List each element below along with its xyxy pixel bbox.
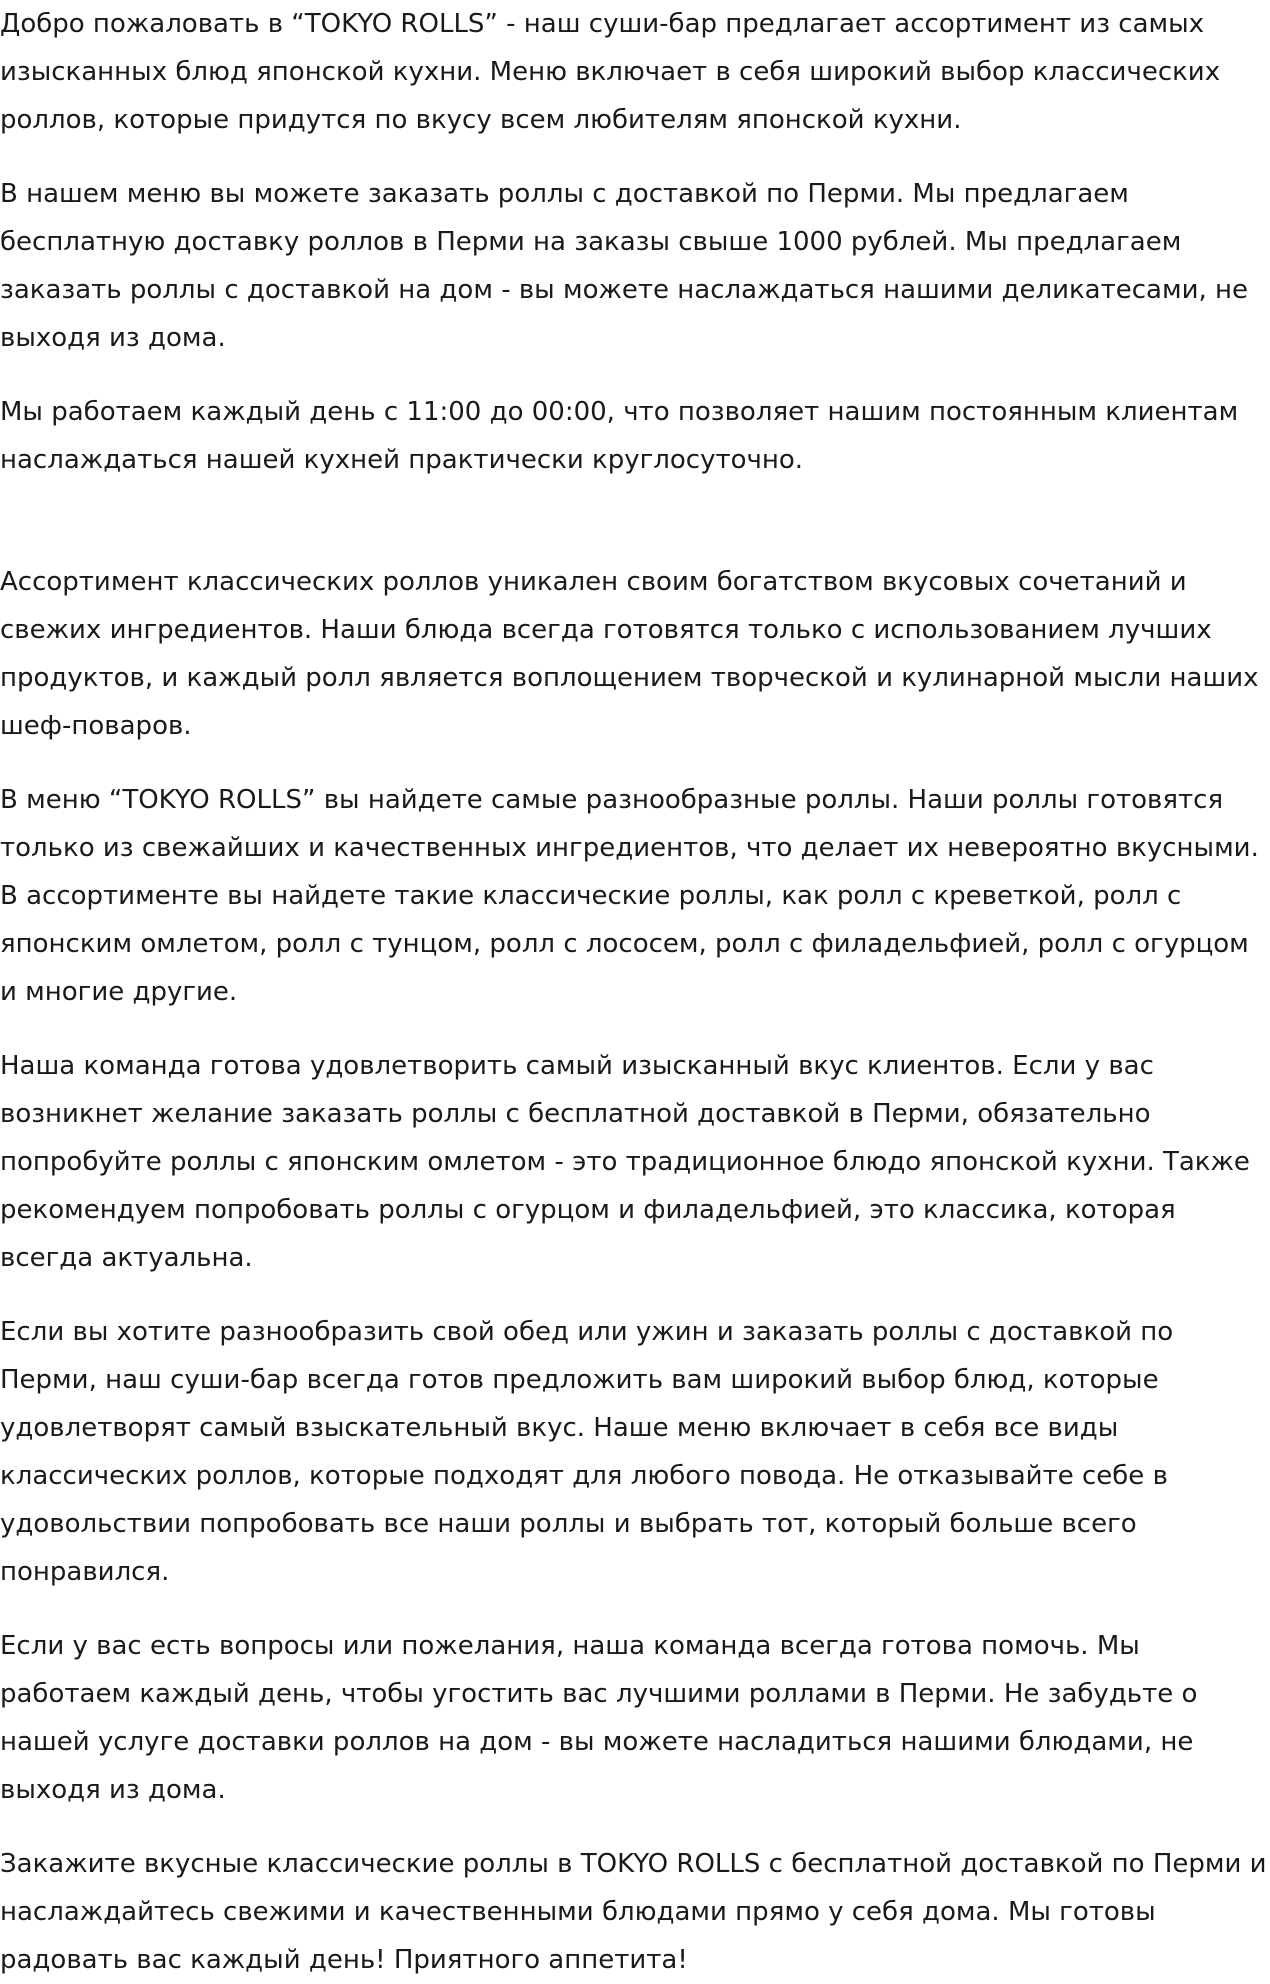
paragraph-hours: Мы работаем каждый день с 11:00 до 00:00, что позволяет нашим постоянным клиентам наслаждаться нашей кухней практически круглосуточно. <box>0 397 1239 475</box>
paragraph-variety: Если вы хотите разнообразить свой обед или ужин и заказать роллы с доставкой по Перми, наш суши-бар всегда готов предложить вам широкий выбор блюд, которые удовлетворят самый взыскательный вкус. Наше меню включает в себя все виды классических роллов, которые подходят для любого повода. Не отказывайте себе в удовольствии попробовать все наши роллы и выбрать тот, который больше всего понравился. <box>0 1317 1174 1587</box>
paragraph-team: Наша команда готова удовлетворить самый изысканный вкус клиентов. Если у вас возникнет желание заказать роллы с бесплатной доставкой в Перми, обязательно попробуйте роллы с японским омлетом - это традиционное блюдо японской кухни. Также рекомендуем попробовать роллы с огурцом и филадельфией, это классика, которая всегда актуальна. <box>0 1051 1250 1273</box>
paragraph-delivery: В нашем меню вы можете заказать роллы с доставкой по Перми. Мы предлагаем бесплатную доставку роллов в Перми на заказы свыше 1000 рублей. Мы предлагаем заказать роллы с доставкой на дом - вы можете наслаждаться нашими деликатесами, не выходя из дома. <box>0 179 1249 353</box>
paragraph-menu: В меню “TOKYO ROLLS” вы найдете самые разнообразные роллы. Наши роллы готовятся только из свежайших и качественных ингредиентов, что делает их невероятно вкусными. В ассортименте вы найдете такие классические роллы, как ролл с креветкой, ролл с японским омлетом, ролл с тунцом, ролл с лососем, ролл с филадельфией, ролл с огурцом и многие другие. <box>0 785 1259 1007</box>
paragraph-assortment: Ассортимент классических роллов уникален своим богатством вкусовых сочетаний и свежих ингредиентов. Наши блюда всегда готовятся только с использованием лучших продуктов, и каждый ролл является воплощением творческой и кулинарной мысли наших шеф-поваров. <box>0 567 1259 741</box>
paragraph-order: Закажите вкусные классические роллы в TOKYO ROLLS с бесплатной доставкой по Перми и наслаждайтесь свежими и качественными блюдами прямо у себя дома. Мы готовы радовать вас каждый день! Приятного аппетита! <box>0 1849 1267 1975</box>
paragraph-welcome: Добро пожаловать в “TOKYO ROLLS” - наш суши-бар предлагает ассортимент из самых изысканных блюд японской кухни. Меню включает в себя широкий выбор классических роллов, которые придутся по вкусу всем любителям японской кухни. <box>0 9 1221 135</box>
paragraph-questions: Если у вас есть вопросы или пожелания, наша команда всегда готова помочь. Мы работаем каждый день, чтобы угостить вас лучшими роллами в Перми. Не забудьте о нашей услуге доставки роллов на дом - вы можете насладиться нашими блюдами, не выходя из дома. <box>0 1631 1198 1805</box>
